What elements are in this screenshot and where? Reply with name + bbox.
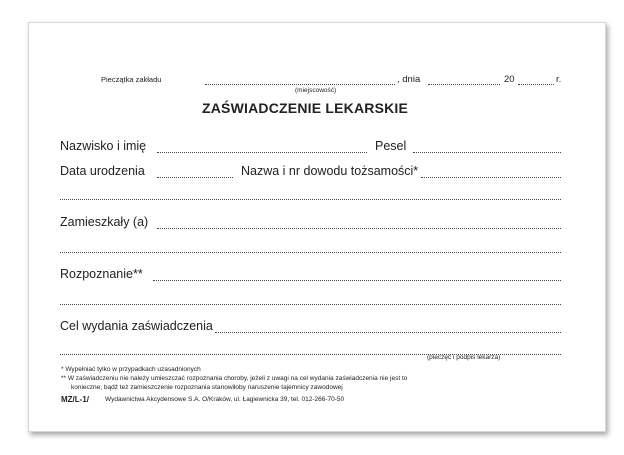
pesel-field[interactable] — [413, 152, 561, 153]
purpose-label: Cel wydania zaświadczenia — [60, 319, 213, 333]
footnote-2-continued: konieczne, bądź też zamieszczenie rozpoznania stanowiłoby naruszenie tajemnicy zawodowej — [71, 384, 343, 391]
signature-caption: (pieczęć i podpis lekarza) — [427, 354, 501, 361]
address-label: Zamieszkały (a) — [60, 215, 149, 229]
date-prefix: , dnia — [397, 74, 421, 85]
city-caption: (miejscowość) — [295, 87, 337, 94]
purpose-field[interactable] — [215, 332, 561, 333]
year-field[interactable] — [518, 84, 554, 85]
birth-date-label: Data urodzenia — [60, 164, 145, 178]
publisher-info: Wydawnictwa Akcydensowe S.A. O/Kraków, ul. Łagiewnicka 39, tel. 012-266-70-50 — [105, 396, 345, 403]
pesel-label: Pesel — [375, 139, 407, 153]
birth-date-field[interactable] — [157, 177, 233, 178]
id-doc-label: Nazwa i nr dowodu tożsamości* — [241, 164, 419, 178]
name-label: Nazwisko i imię — [60, 139, 147, 153]
name-field[interactable] — [157, 152, 367, 153]
id-doc-field-continued[interactable] — [60, 199, 561, 200]
diagnosis-label: Rozpoznanie** — [60, 267, 143, 281]
stamp-label: Pieczątka zakładu — [101, 75, 162, 84]
form-code: MZ/L-1/ — [61, 395, 89, 404]
certificate-sheet — [28, 22, 606, 432]
year-suffix: r. — [556, 74, 562, 85]
city-field[interactable] — [205, 84, 395, 85]
diagnosis-field[interactable] — [153, 280, 561, 281]
date-field[interactable] — [428, 84, 500, 85]
id-doc-field[interactable] — [421, 177, 561, 178]
year-prefix: 20 — [504, 74, 515, 85]
address-field[interactable] — [157, 228, 561, 229]
address-field-continued[interactable] — [60, 252, 561, 253]
page-title: ZAŚWIADCZENIE LEKARSKIE — [202, 100, 409, 116]
footnote-1: * Wypełniać tylko w przypadkach uzasadnionych — [61, 366, 201, 373]
diagnosis-field-continued[interactable] — [60, 304, 561, 305]
footnote-2: ** W zaświadczeniu nie należy umieszczać rozpoznania choroby, jeżeli z uwagi na cel wydania zaświadczenia nie jest to — [61, 375, 408, 382]
